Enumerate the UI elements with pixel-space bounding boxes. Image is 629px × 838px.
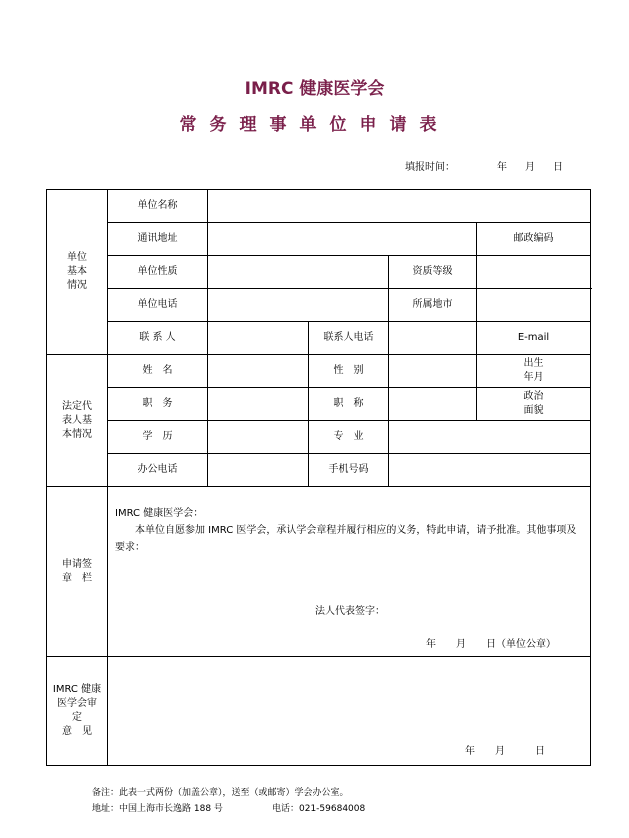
- education-label: 学 历: [108, 421, 208, 454]
- mobile-field[interactable]: [389, 454, 591, 487]
- unit-nature-label: 单位性质: [108, 256, 208, 289]
- signature-section-label: 申请签 章 栏: [47, 487, 108, 657]
- document-title: IMRC 健康医学会: [244, 79, 385, 99]
- application-form-table: [46, 189, 591, 766]
- footer-address: 地址：中国上海市长逸路 188 号: [92, 804, 223, 814]
- unit-name-label: 单位名称: [108, 190, 208, 223]
- gender-label: 性 别: [309, 355, 389, 388]
- qualification-label: 资质等级: [389, 256, 477, 289]
- mobile-label: 手机号码: [309, 454, 389, 487]
- unit-phone-label: 单位电话: [108, 289, 208, 322]
- name-label: 姓 名: [108, 355, 208, 388]
- fill-time-label: 填报时间：: [405, 162, 455, 173]
- qualification-field[interactable]: [477, 256, 591, 289]
- unit-stamp-date: 年 月 日（单位公章）: [426, 639, 556, 650]
- unit-phone-field[interactable]: [208, 289, 389, 322]
- legal-sign-label: 法人代表签字：: [315, 606, 385, 617]
- address-label: 通讯地址: [108, 223, 208, 256]
- contact-phone-label: 联系人电话: [309, 322, 389, 355]
- legal-section-label: 法定代 表人基 本情况: [47, 355, 108, 487]
- footer-phone: 电话：021-59684008: [272, 804, 366, 814]
- address-field[interactable]: [208, 223, 477, 256]
- contact-field[interactable]: [208, 322, 309, 355]
- city-label: 所属地市: [389, 289, 477, 322]
- title-label: 职 称: [309, 388, 389, 421]
- position-label: 职 务: [108, 388, 208, 421]
- major-label: 专 业: [309, 421, 389, 454]
- position-field[interactable]: [208, 388, 309, 421]
- contact-label: 联 系 人: [108, 322, 208, 355]
- office-phone-field[interactable]: [208, 454, 309, 487]
- unit-nature-field[interactable]: [208, 256, 389, 289]
- email-label: E-mail: [477, 322, 591, 355]
- birth-label: 出生 年月: [477, 355, 591, 388]
- unit-section-label: 单位 基本 情况: [47, 190, 108, 355]
- major-field[interactable]: [389, 421, 591, 454]
- political-label: 政治 面貌: [477, 388, 591, 421]
- title-field[interactable]: [389, 388, 477, 421]
- gender-field[interactable]: [389, 355, 477, 388]
- approval-date: 年 月 日: [465, 746, 545, 757]
- name-field[interactable]: [208, 355, 309, 388]
- signature-area[interactable]: [108, 487, 591, 657]
- office-phone-label: 办公电话: [108, 454, 208, 487]
- fill-year-label: 年: [497, 162, 507, 173]
- fill-day-label: 日: [553, 162, 563, 173]
- education-field[interactable]: [208, 421, 309, 454]
- city-field[interactable]: [477, 289, 591, 322]
- unit-name-field[interactable]: [208, 190, 591, 223]
- fill-month-label: 月: [525, 162, 535, 173]
- salutation-text: IMRC 健康医学会：: [115, 508, 204, 519]
- postcode-label: 邮政编码: [477, 223, 591, 256]
- approval-section-label: IMRC 健康 医学会审 定 意 见: [47, 657, 108, 766]
- document-subtitle: 常务理事单位申请表: [179, 115, 450, 135]
- approval-area[interactable]: [108, 657, 591, 766]
- contact-phone-field[interactable]: [389, 322, 477, 355]
- application-body-text: 本单位自愿参加 IMRC 医学会，承认学会章程并履行相应的义务，特此申请，请予批准。其他事项及要求：: [115, 525, 577, 553]
- footer-note: 备注：此表一式两份（加盖公章），送至（或邮寄）学会办公室。: [92, 788, 349, 798]
